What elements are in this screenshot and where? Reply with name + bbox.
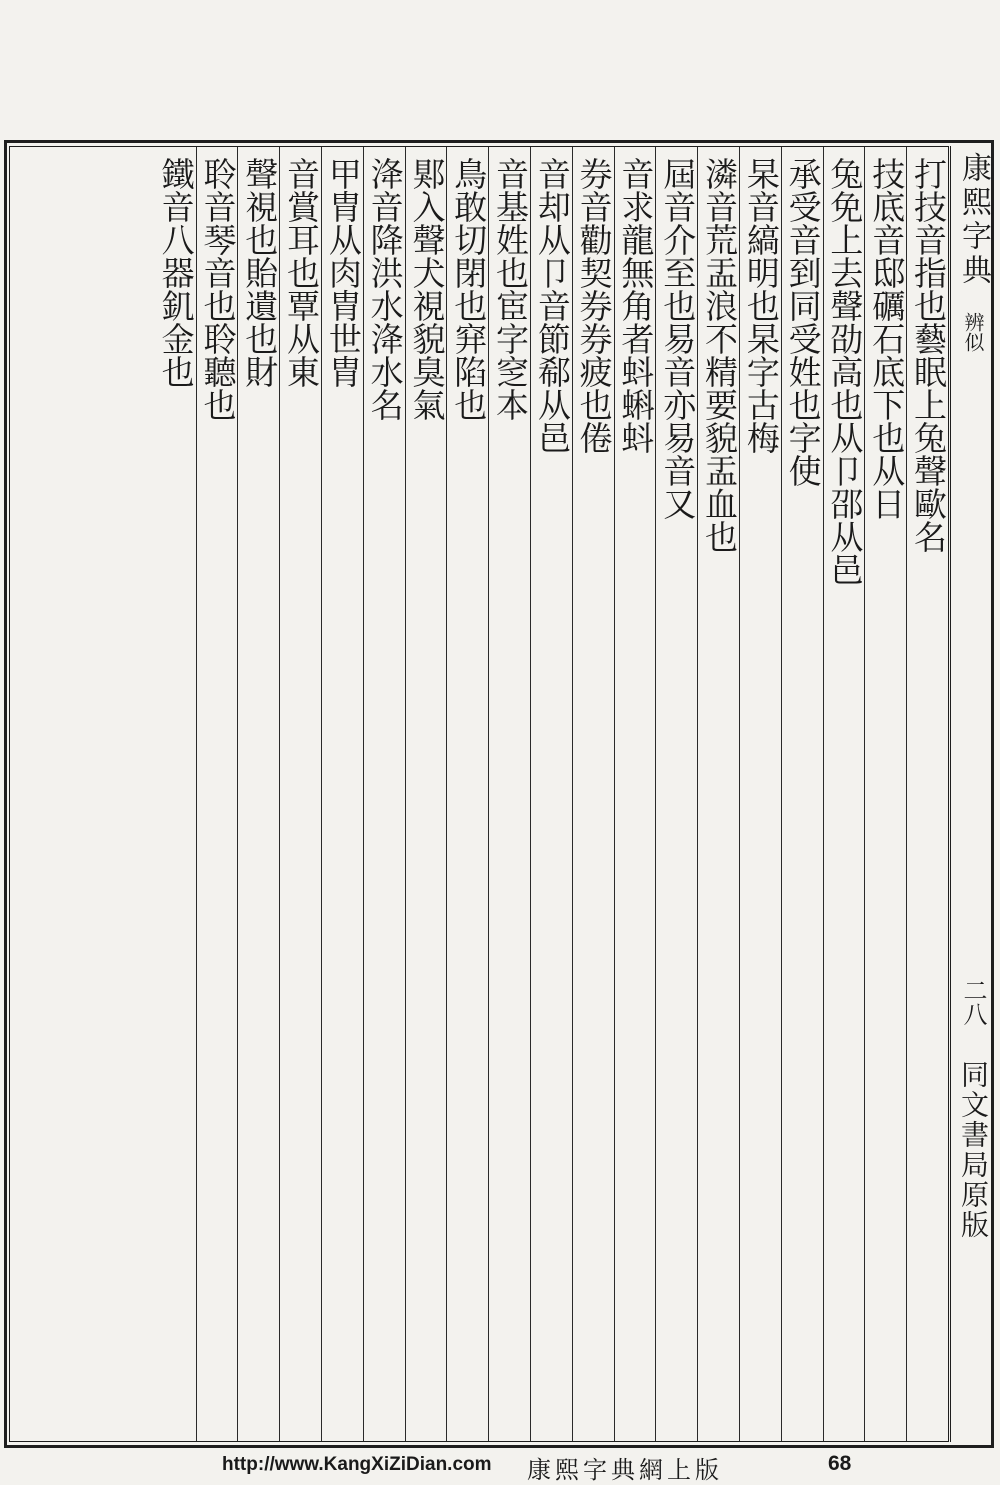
section-title: 辨似 — [961, 312, 985, 352]
footer-page-number: 68 — [828, 1452, 852, 1475]
text-column: 聲視也貽遺也財 — [237, 147, 279, 1441]
text-column: 聆音琴音也聆聽也 — [196, 147, 238, 1441]
text-column: 技底音邸礪石底下也从日 — [864, 147, 906, 1441]
text-column: 音却从卩音節郗从邑 — [530, 147, 572, 1441]
text-column: 鳥敢切閉也穽陷也 — [446, 147, 488, 1441]
text-column: 郹入聲犬視貌臭氣 — [405, 147, 447, 1441]
publisher-label: 同文書局原版 — [957, 1060, 990, 1240]
text-column: 打技音指也藝眠上兔聲歐名 — [906, 147, 948, 1441]
text-columns — [10, 147, 948, 1441]
text-column: 屆音介至也易音亦易音又 — [655, 147, 697, 1441]
website-url-link[interactable]: http://www.KangXiZiDian.com — [222, 1454, 492, 1475]
chinese-page-number: 二八 — [959, 978, 987, 1026]
text-column: 洚音降洪水洚水名 — [363, 147, 405, 1441]
page-footer — [0, 1448, 1000, 1484]
footer-title: 康熙字典網上版 — [527, 1456, 723, 1484]
text-column: 音求龍無角者蚪蝌蚪 — [614, 147, 656, 1441]
text-column: 潾音荒盂浪不精要貌盂血也 — [697, 147, 739, 1441]
book-title: 康熙字典 — [956, 152, 991, 288]
text-column: 甲胄从肉胄世胄 — [321, 147, 363, 1441]
text-column: 杲音縞明也杲字古梅 — [739, 147, 781, 1441]
text-column: 鐵音八器釠金也 — [156, 157, 196, 388]
text-column: 兔免上去聲劭高也从卩邵从邑 — [823, 147, 865, 1441]
text-column: 承受音到同受姓也字使 — [781, 147, 823, 1441]
text-column: 券音勸契券券疲也倦 — [572, 147, 614, 1441]
text-column: 音賞耳也覃从東 — [279, 147, 321, 1441]
text-column: 音基姓也宦字窆本 — [488, 147, 530, 1441]
